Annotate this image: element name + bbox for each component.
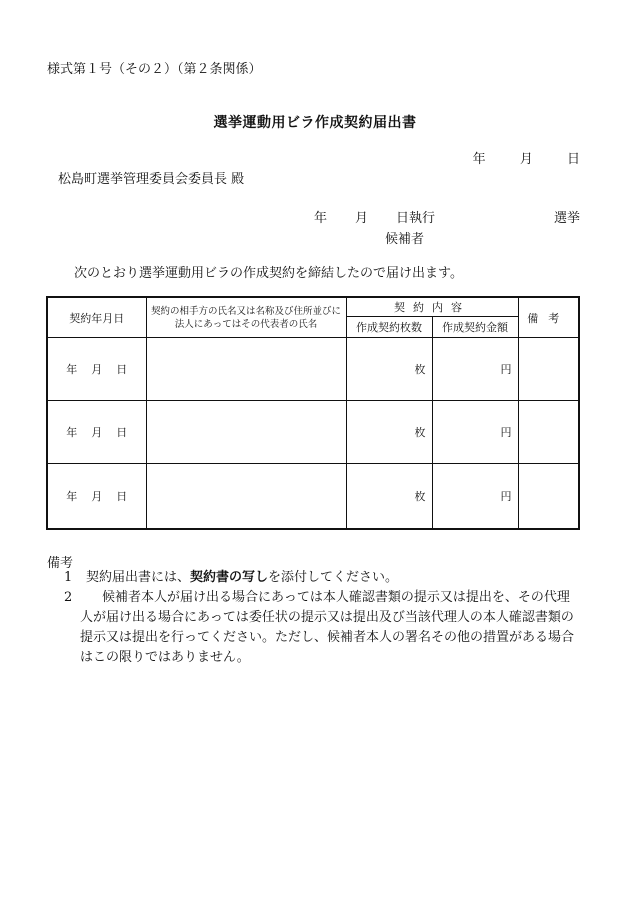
quantity-cell: 枚 bbox=[346, 464, 432, 529]
exec-day: 日執行 bbox=[396, 211, 436, 226]
quantity-cell: 枚 bbox=[346, 401, 432, 464]
remarks-cell bbox=[518, 401, 579, 464]
quantity-cell: 枚 bbox=[346, 338, 432, 401]
intro-text: 次のとおり選挙運動用ビラの作成契約を締結したので届け出ます。 bbox=[74, 266, 463, 281]
date-year: 年 bbox=[472, 152, 486, 167]
election-label: 選挙 bbox=[553, 211, 580, 226]
addressee: 松島町選挙管理委員会委員長 殿 bbox=[58, 172, 245, 187]
table-row bbox=[47, 464, 579, 529]
contract-table bbox=[46, 296, 580, 530]
note-text: 候補者本人が届け出る場合にあっては本人確認書類の提示又は提出を、その代理人が届け出る場合にあっては委任状の提示又は提出及び当該代理人の本人確認書類の提示又は提出を行ってください。ただし、候補者本人の署名その他の措置がある場合はこの限りではありません。 bbox=[80, 590, 575, 665]
header-contract-party: 契約の相手方の氏名又は名称及び住所並びに法人にあってはその代表者の氏名 bbox=[146, 297, 346, 338]
candidate-label: 候補者 bbox=[385, 232, 425, 247]
note-number: 2 bbox=[64, 590, 73, 605]
date-month: 月 bbox=[519, 152, 533, 167]
amount-cell: 円 bbox=[432, 464, 518, 529]
date-day: 日 bbox=[566, 152, 580, 167]
exec-month: 月 bbox=[355, 211, 369, 226]
contract-date-cell: 年 月 日 bbox=[47, 464, 146, 529]
header-contract-contents: 契約内容 bbox=[346, 297, 518, 317]
header-contract-date: 契約年月日 bbox=[47, 297, 146, 338]
table-row bbox=[47, 401, 579, 464]
header-amount: 作成契約金額 bbox=[432, 317, 518, 338]
note-item: 1 契約届出書には、契約書の写しを添付してください。 bbox=[64, 568, 584, 588]
amount-cell: 円 bbox=[432, 401, 518, 464]
header-quantity: 作成契約枚数 bbox=[346, 317, 432, 338]
note-number: 1 bbox=[64, 570, 73, 585]
form-number: 様式第１号（その２）（第２条関係） bbox=[47, 62, 262, 77]
remarks-cell bbox=[518, 338, 579, 401]
remarks-cell bbox=[518, 464, 579, 529]
party-cell bbox=[146, 464, 346, 529]
page-title: 選挙運動用ビラ作成契約届出書 bbox=[213, 115, 417, 131]
notes-heading: 備考 bbox=[47, 556, 74, 571]
party-cell bbox=[146, 338, 346, 401]
exec-year: 年 bbox=[314, 211, 328, 226]
contract-date-cell: 年 月 日 bbox=[47, 338, 146, 401]
election-execution-date bbox=[314, 207, 435, 226]
note-emphasis: 契約書の写し bbox=[190, 570, 269, 585]
note-item bbox=[64, 588, 584, 668]
party-cell bbox=[146, 401, 346, 464]
contract-date-cell: 年 月 日 bbox=[47, 401, 146, 464]
amount-cell: 円 bbox=[432, 338, 518, 401]
header-remarks: 備考 bbox=[518, 297, 579, 338]
submission-date bbox=[443, 148, 580, 167]
table-row bbox=[47, 338, 579, 401]
